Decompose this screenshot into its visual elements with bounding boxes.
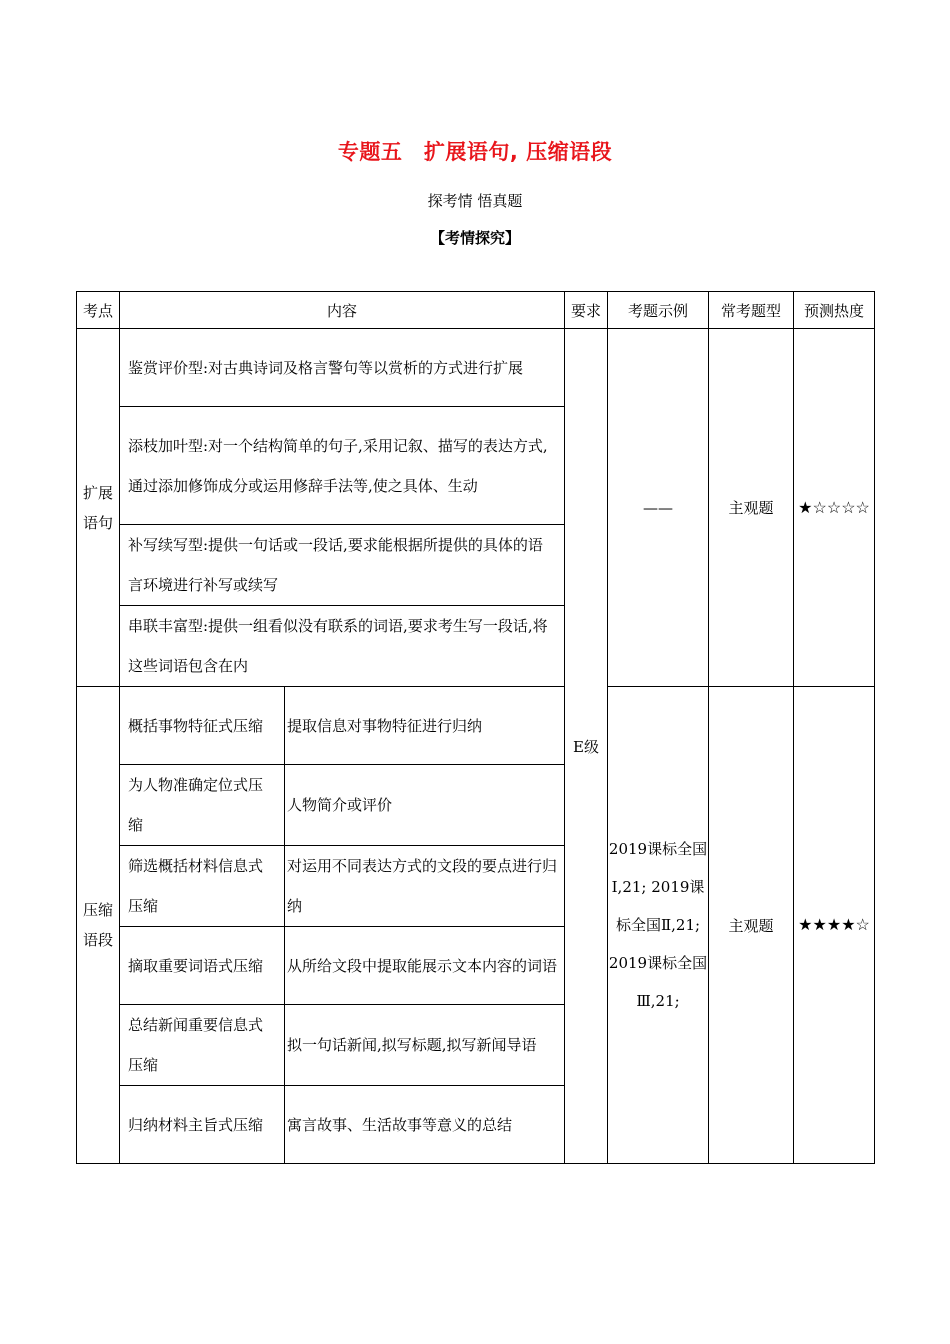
content-cell: 串联丰富型:提供一组看似没有联系的词语,要求考生写一段话,将这些词语包含在内	[120, 606, 565, 687]
header-cell: 常考题型	[709, 292, 794, 329]
section-heading: 【考情探究】	[429, 229, 520, 247]
type-cell: 总结新闻重要信息式压缩	[120, 1005, 285, 1086]
header-cell: 预测热度	[794, 292, 875, 329]
content-cell: 寓言故事、生活故事等意义的总结	[285, 1086, 565, 1164]
header-cell: 考点	[77, 292, 120, 329]
header-cell: 内容	[120, 292, 565, 329]
header-cell: 要求	[565, 292, 608, 329]
content-cell: 补写续写型:提供一句话或一段话,要求能根据所提供的具体的语言环境进行补写或续写	[120, 525, 565, 606]
question-type-cell: 主观题	[709, 687, 794, 1164]
page-subtitle: 探考情 悟真题	[427, 192, 523, 210]
exam-analysis-table	[76, 291, 875, 1164]
table-row	[77, 329, 875, 407]
content-cell: 拟一句话新闻,拟写标题,拟写新闻导语	[285, 1005, 565, 1086]
header-cell: 考题示例	[608, 292, 709, 329]
table-header-row	[77, 292, 875, 329]
requirement-cell: E级	[565, 329, 608, 1164]
type-cell: 概括事物特征式压缩	[120, 687, 285, 765]
exam-point-cell: 扩展语句	[77, 329, 120, 687]
type-cell: 摘取重要词语式压缩	[120, 927, 285, 1005]
type-cell: 归纳材料主旨式压缩	[120, 1086, 285, 1164]
heat-rating: ★☆☆☆☆	[794, 329, 875, 687]
type-cell: 筛选概括材料信息式压缩	[120, 846, 285, 927]
exam-point-cell: 压缩语段	[77, 687, 120, 1164]
example-cell: 2019课标全国Ⅰ,21; 2019课标全国Ⅱ,21; 2019课标全国Ⅲ,21;	[608, 687, 709, 1164]
example-cell: ——	[608, 329, 709, 687]
table-row	[77, 687, 875, 765]
content-cell: 提取信息对事物特征进行归纳	[285, 687, 565, 765]
content-cell: 鉴赏评价型:对古典诗词及格言警句等以赏析的方式进行扩展	[120, 329, 565, 407]
content-cell: 从所给文段中提取能展示文本内容的词语	[285, 927, 565, 1005]
type-cell: 为人物准确定位式压缩	[120, 765, 285, 846]
page-title: 专题五 扩展语句, 压缩语段	[337, 140, 613, 164]
content-cell: 对运用不同表达方式的文段的要点进行归纳	[285, 846, 565, 927]
content-cell: 人物简介或评价	[285, 765, 565, 846]
heat-rating: ★★★★☆	[794, 687, 875, 1164]
question-type-cell: 主观题	[709, 329, 794, 687]
content-cell: 添枝加叶型:对一个结构简单的句子,采用记叙、描写的表达方式,通过添加修饰成分或运用修辞手法等,使之具体、生动	[120, 407, 565, 525]
